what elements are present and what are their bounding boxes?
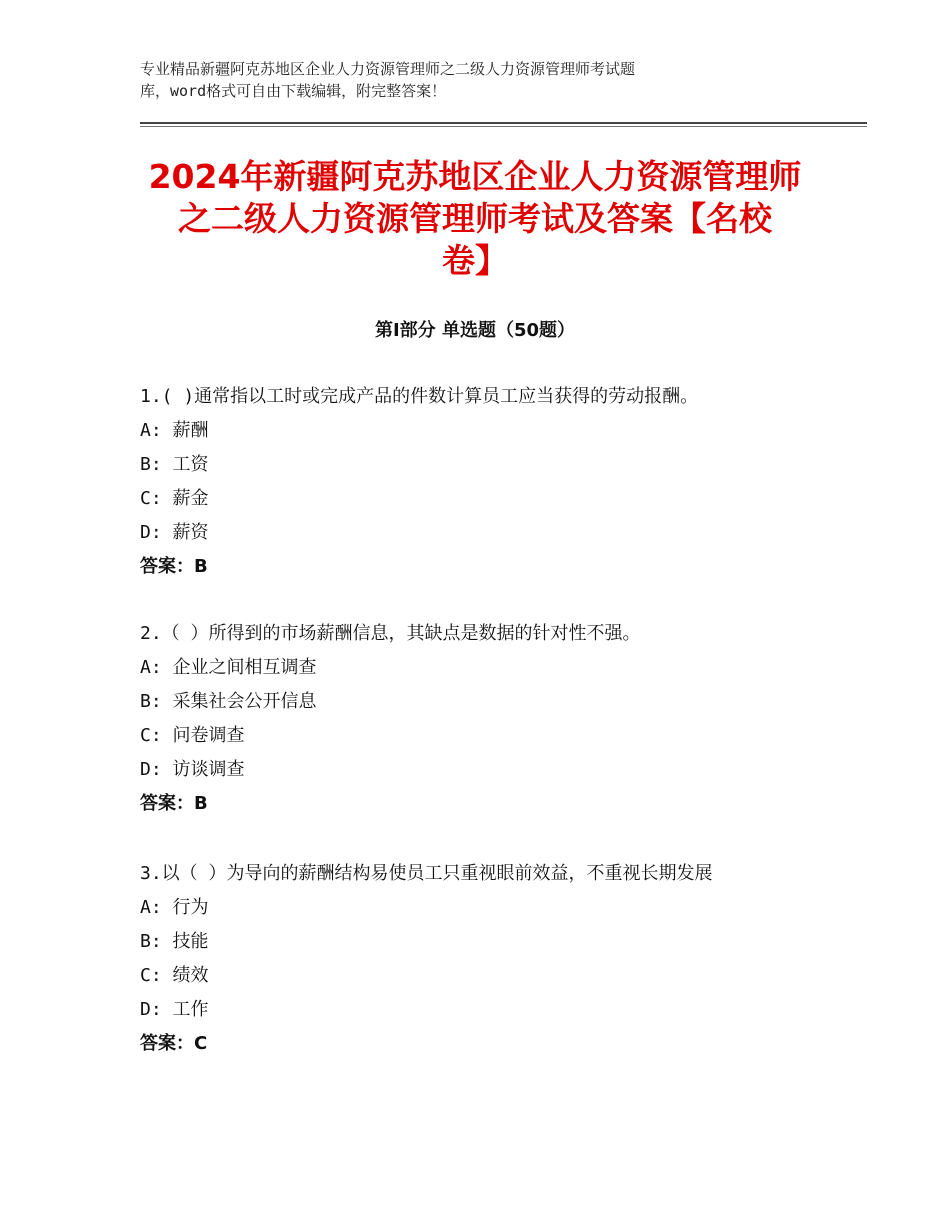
question-2 [140,617,820,821]
option-b: B: 采集社会公开信息 [140,691,317,712]
title-line-2: 之二级人力资源管理师考试及答案【名校 [178,199,772,238]
section-heading: 第Ⅰ部分 单选题（50题） [374,320,575,341]
answer-line: 答案：B [140,556,208,577]
question-3 [140,857,820,1061]
title-line-3: 卷】 [442,241,508,280]
answer-line: 答案：B [140,793,208,814]
header-divider-thick [140,122,867,124]
header-note-line-1: 专业精品新疆阿克苏地区企业人力资源管理师之二级人力资源管理师考试题 [140,60,636,78]
header-note-line-2: 库，word格式可自由下载编辑，附完整答案！ [140,82,447,100]
option-d: D: 访谈调查 [140,759,245,780]
option-c: C: 问卷调查 [140,725,245,746]
option-c: C: 绩效 [140,965,209,986]
header-note [140,58,780,102]
option-b: B: 技能 [140,931,209,952]
document-title [120,156,830,282]
option-a: A: 行为 [140,897,209,918]
question-stem: 3.以（ ）为导向的薪酬结构易使员工只重视眼前效益，不重视长期发展 [140,863,713,884]
option-c: C: 薪金 [140,488,209,509]
question-stem: 2.（ ）所得到的市场薪酬信息，其缺点是数据的针对性不强。 [140,623,641,644]
option-b: B: 工资 [140,454,209,475]
answer-line: 答案：C [140,1033,208,1054]
option-a: A: 薪酬 [140,420,209,441]
option-a: A: 企业之间相互调查 [140,657,317,678]
option-d: D: 薪资 [140,522,209,543]
title-line-1: 2024年新疆阿克苏地区企业人力资源管理师 [148,157,802,196]
header-divider-thin [140,126,867,127]
question-1 [140,380,820,584]
question-stem: 1.( )通常指以工时或完成产品的件数计算员工应当获得的劳动报酬。 [140,386,699,407]
option-d: D: 工作 [140,999,209,1020]
